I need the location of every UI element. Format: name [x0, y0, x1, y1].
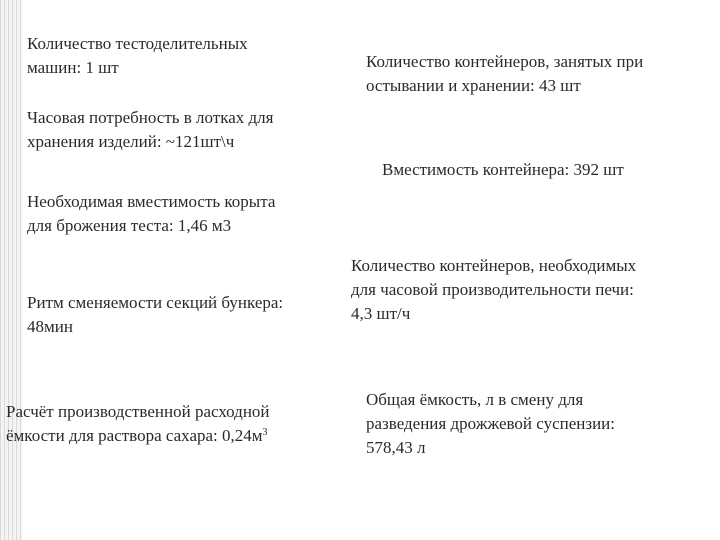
text-line: Количество контейнеров, необходимых [351, 256, 637, 275]
container-capacity-text [382, 158, 624, 182]
text-line: Вместимость контейнера: 392 шт [382, 160, 624, 179]
text-line: остывании и хранении: 43 шт [366, 76, 581, 95]
text-line: 578,43 л [366, 438, 426, 457]
text-line: Общая ёмкость, л в смену для [366, 390, 584, 409]
containers-cooling-storage-text [366, 50, 643, 98]
dividers-count-text [27, 32, 248, 80]
text-line: для брожения теста: 1,46 м3 [27, 216, 232, 235]
decorative-left-stripe [0, 0, 22, 540]
text-line: 4,3 шт/ч [351, 304, 411, 323]
yeast-suspension-volume-text [366, 388, 615, 460]
containers-hourly-output-text [351, 254, 636, 326]
hourly-tray-demand-text [27, 106, 273, 154]
text-line: для часовой производительности печи: [351, 280, 634, 299]
text-segment: ёмкости для раствора сахара: 0,24м [6, 426, 263, 445]
text-line: разведения дрожжевой суспензии: [366, 414, 616, 433]
sugar-tank-text [6, 400, 270, 448]
trough-capacity-text [27, 190, 275, 238]
text-line: Количество контейнеров, занятых при [366, 52, 644, 71]
superscript: 3 [262, 427, 268, 438]
text-line: Количество тестоделительных [27, 34, 248, 53]
text-line: Необходимая вместимость корыта [27, 192, 276, 211]
text-line: Часовая потребность в лотках для [27, 108, 274, 127]
hopper-rhythm-text [27, 291, 283, 339]
text-line: Ритм сменяемости секций бункера: [27, 293, 284, 312]
text-line: машин: 1 шт [27, 58, 119, 77]
text-line: хранения изделий: ~121шт\ч [27, 132, 235, 151]
text-line: 48мин [27, 317, 73, 336]
text-line [6, 424, 270, 448]
text-line: Расчёт производственной расходной [6, 402, 270, 421]
